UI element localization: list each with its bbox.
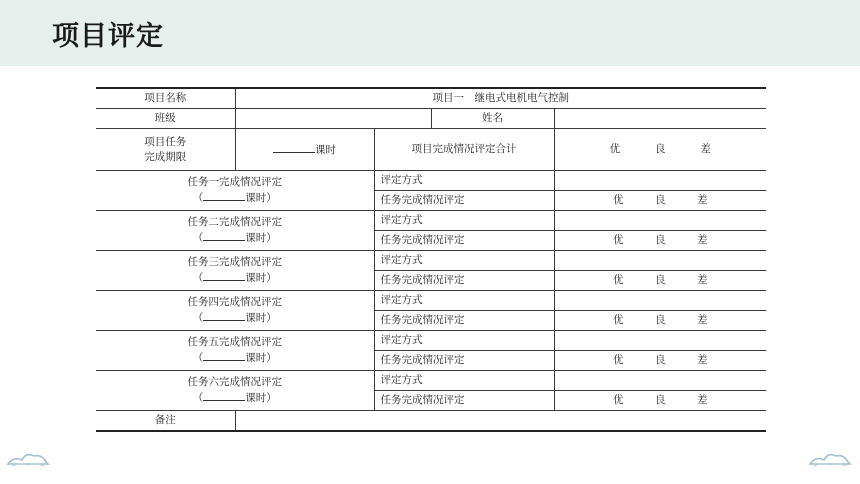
task-hours: （ 课时） — [192, 272, 277, 284]
rating-fair[interactable]: 良 — [655, 314, 666, 326]
task-hours-blank[interactable] — [203, 390, 245, 401]
deadline-label-line2: 完成期限 — [144, 150, 187, 163]
class-value[interactable] — [235, 109, 431, 129]
completion-label: 任务完成情况评定 — [374, 271, 554, 291]
task-hours-blank[interactable] — [203, 310, 245, 321]
rating-fair[interactable]: 良 — [655, 234, 666, 246]
page-title: 项目评定 — [52, 21, 164, 52]
task-row — [96, 291, 766, 311]
task-hours: （ 课时） — [192, 192, 277, 204]
task-title-text: 任务四完成情况评定 — [187, 296, 282, 308]
task-rating — [554, 311, 766, 331]
rating-good[interactable]: 优 — [613, 354, 624, 366]
task-rating — [554, 231, 766, 251]
method-label: 评定方式 — [374, 171, 554, 191]
cloud-left-icon — [6, 446, 50, 468]
rating-good[interactable]: 优 — [609, 143, 621, 155]
method-label: 评定方式 — [374, 331, 554, 351]
task-title — [96, 291, 374, 331]
task-title — [96, 171, 374, 211]
cloud-right-icon — [808, 446, 852, 468]
task-row — [96, 331, 766, 351]
class-label: 班级 — [96, 109, 235, 129]
completion-label: 任务完成情况评定 — [374, 191, 554, 211]
rating-fair[interactable]: 良 — [655, 394, 666, 406]
method-value[interactable] — [554, 211, 766, 231]
completion-label: 任务完成情况评定 — [374, 231, 554, 251]
hours-blank[interactable] — [273, 142, 315, 153]
rating-fair[interactable]: 良 — [655, 354, 666, 366]
rating-poor[interactable]: 差 — [697, 314, 708, 326]
task-title-text: 任务五完成情况评定 — [187, 336, 282, 348]
row-class-name — [96, 109, 766, 129]
name-value[interactable] — [554, 109, 766, 129]
method-value[interactable] — [554, 291, 766, 311]
task-rating — [554, 391, 766, 411]
summary-rating — [554, 129, 766, 171]
method-label: 评定方式 — [374, 251, 554, 271]
method-label: 评定方式 — [374, 371, 554, 391]
row-deadline — [96, 129, 766, 171]
rating-fair[interactable]: 良 — [655, 143, 666, 155]
task-hours: （ 课时） — [192, 352, 277, 364]
method-label: 评定方式 — [374, 211, 554, 231]
task-title-text: 任务三完成情况评定 — [187, 256, 282, 268]
deadline-label — [96, 129, 235, 171]
task-title — [96, 331, 374, 371]
rating-poor[interactable]: 差 — [697, 354, 708, 366]
project-name-label: 项目名称 — [96, 88, 235, 109]
task-title — [96, 211, 374, 251]
task-row — [96, 171, 766, 191]
task-hours-blank[interactable] — [203, 190, 245, 201]
task-title-text: 任务六完成情况评定 — [187, 376, 282, 388]
task-row — [96, 251, 766, 271]
rating-fair[interactable]: 良 — [655, 194, 666, 206]
row-remarks — [96, 411, 766, 432]
remarks-value[interactable] — [235, 411, 766, 432]
task-rating — [554, 191, 766, 211]
task-hours-blank[interactable] — [203, 350, 245, 361]
method-value[interactable] — [554, 171, 766, 191]
name-label: 姓名 — [431, 109, 554, 129]
task-hours-blank[interactable] — [203, 230, 245, 241]
rating-good[interactable]: 优 — [613, 394, 624, 406]
hours-suffix: 课时 — [315, 143, 336, 156]
deadline-label-line1: 项目任务 — [144, 135, 187, 148]
completion-label: 任务完成情况评定 — [374, 311, 554, 331]
task-title — [96, 251, 374, 291]
task-title — [96, 371, 374, 411]
remarks-label: 备注 — [96, 411, 235, 432]
task-title-text: 任务一完成情况评定 — [187, 176, 282, 188]
task-rating — [554, 351, 766, 371]
deadline-hours[interactable] — [235, 129, 374, 171]
task-hours: （ 课时） — [192, 392, 277, 404]
method-value[interactable] — [554, 331, 766, 351]
row-project-name — [96, 88, 766, 109]
rating-good[interactable]: 优 — [613, 314, 624, 326]
task-hours: （ 课时） — [192, 232, 277, 244]
task-hours-blank[interactable] — [203, 270, 245, 281]
completion-label: 任务完成情况评定 — [374, 391, 554, 411]
method-value[interactable] — [554, 251, 766, 271]
method-value[interactable] — [554, 371, 766, 391]
task-rating — [554, 271, 766, 291]
rating-poor[interactable]: 差 — [700, 143, 711, 155]
summary-label: 项目完成情况评定合计 — [374, 129, 554, 171]
rating-good[interactable]: 优 — [613, 194, 624, 206]
task-hours: （ 课时） — [192, 312, 277, 324]
task-row — [96, 211, 766, 231]
rating-poor[interactable]: 差 — [697, 394, 708, 406]
evaluation-table — [96, 87, 766, 432]
rating-fair[interactable]: 良 — [655, 274, 666, 286]
rating-poor[interactable]: 差 — [697, 274, 708, 286]
task-row — [96, 371, 766, 391]
completion-label: 任务完成情况评定 — [374, 351, 554, 371]
project-name-value: 项目一 继电式电机电气控制 — [235, 88, 766, 109]
rating-good[interactable]: 优 — [613, 234, 624, 246]
rating-poor[interactable]: 差 — [697, 194, 708, 206]
rating-poor[interactable]: 差 — [697, 234, 708, 246]
task-title-text: 任务二完成情况评定 — [187, 216, 282, 228]
rating-good[interactable]: 优 — [613, 274, 624, 286]
method-label: 评定方式 — [374, 291, 554, 311]
